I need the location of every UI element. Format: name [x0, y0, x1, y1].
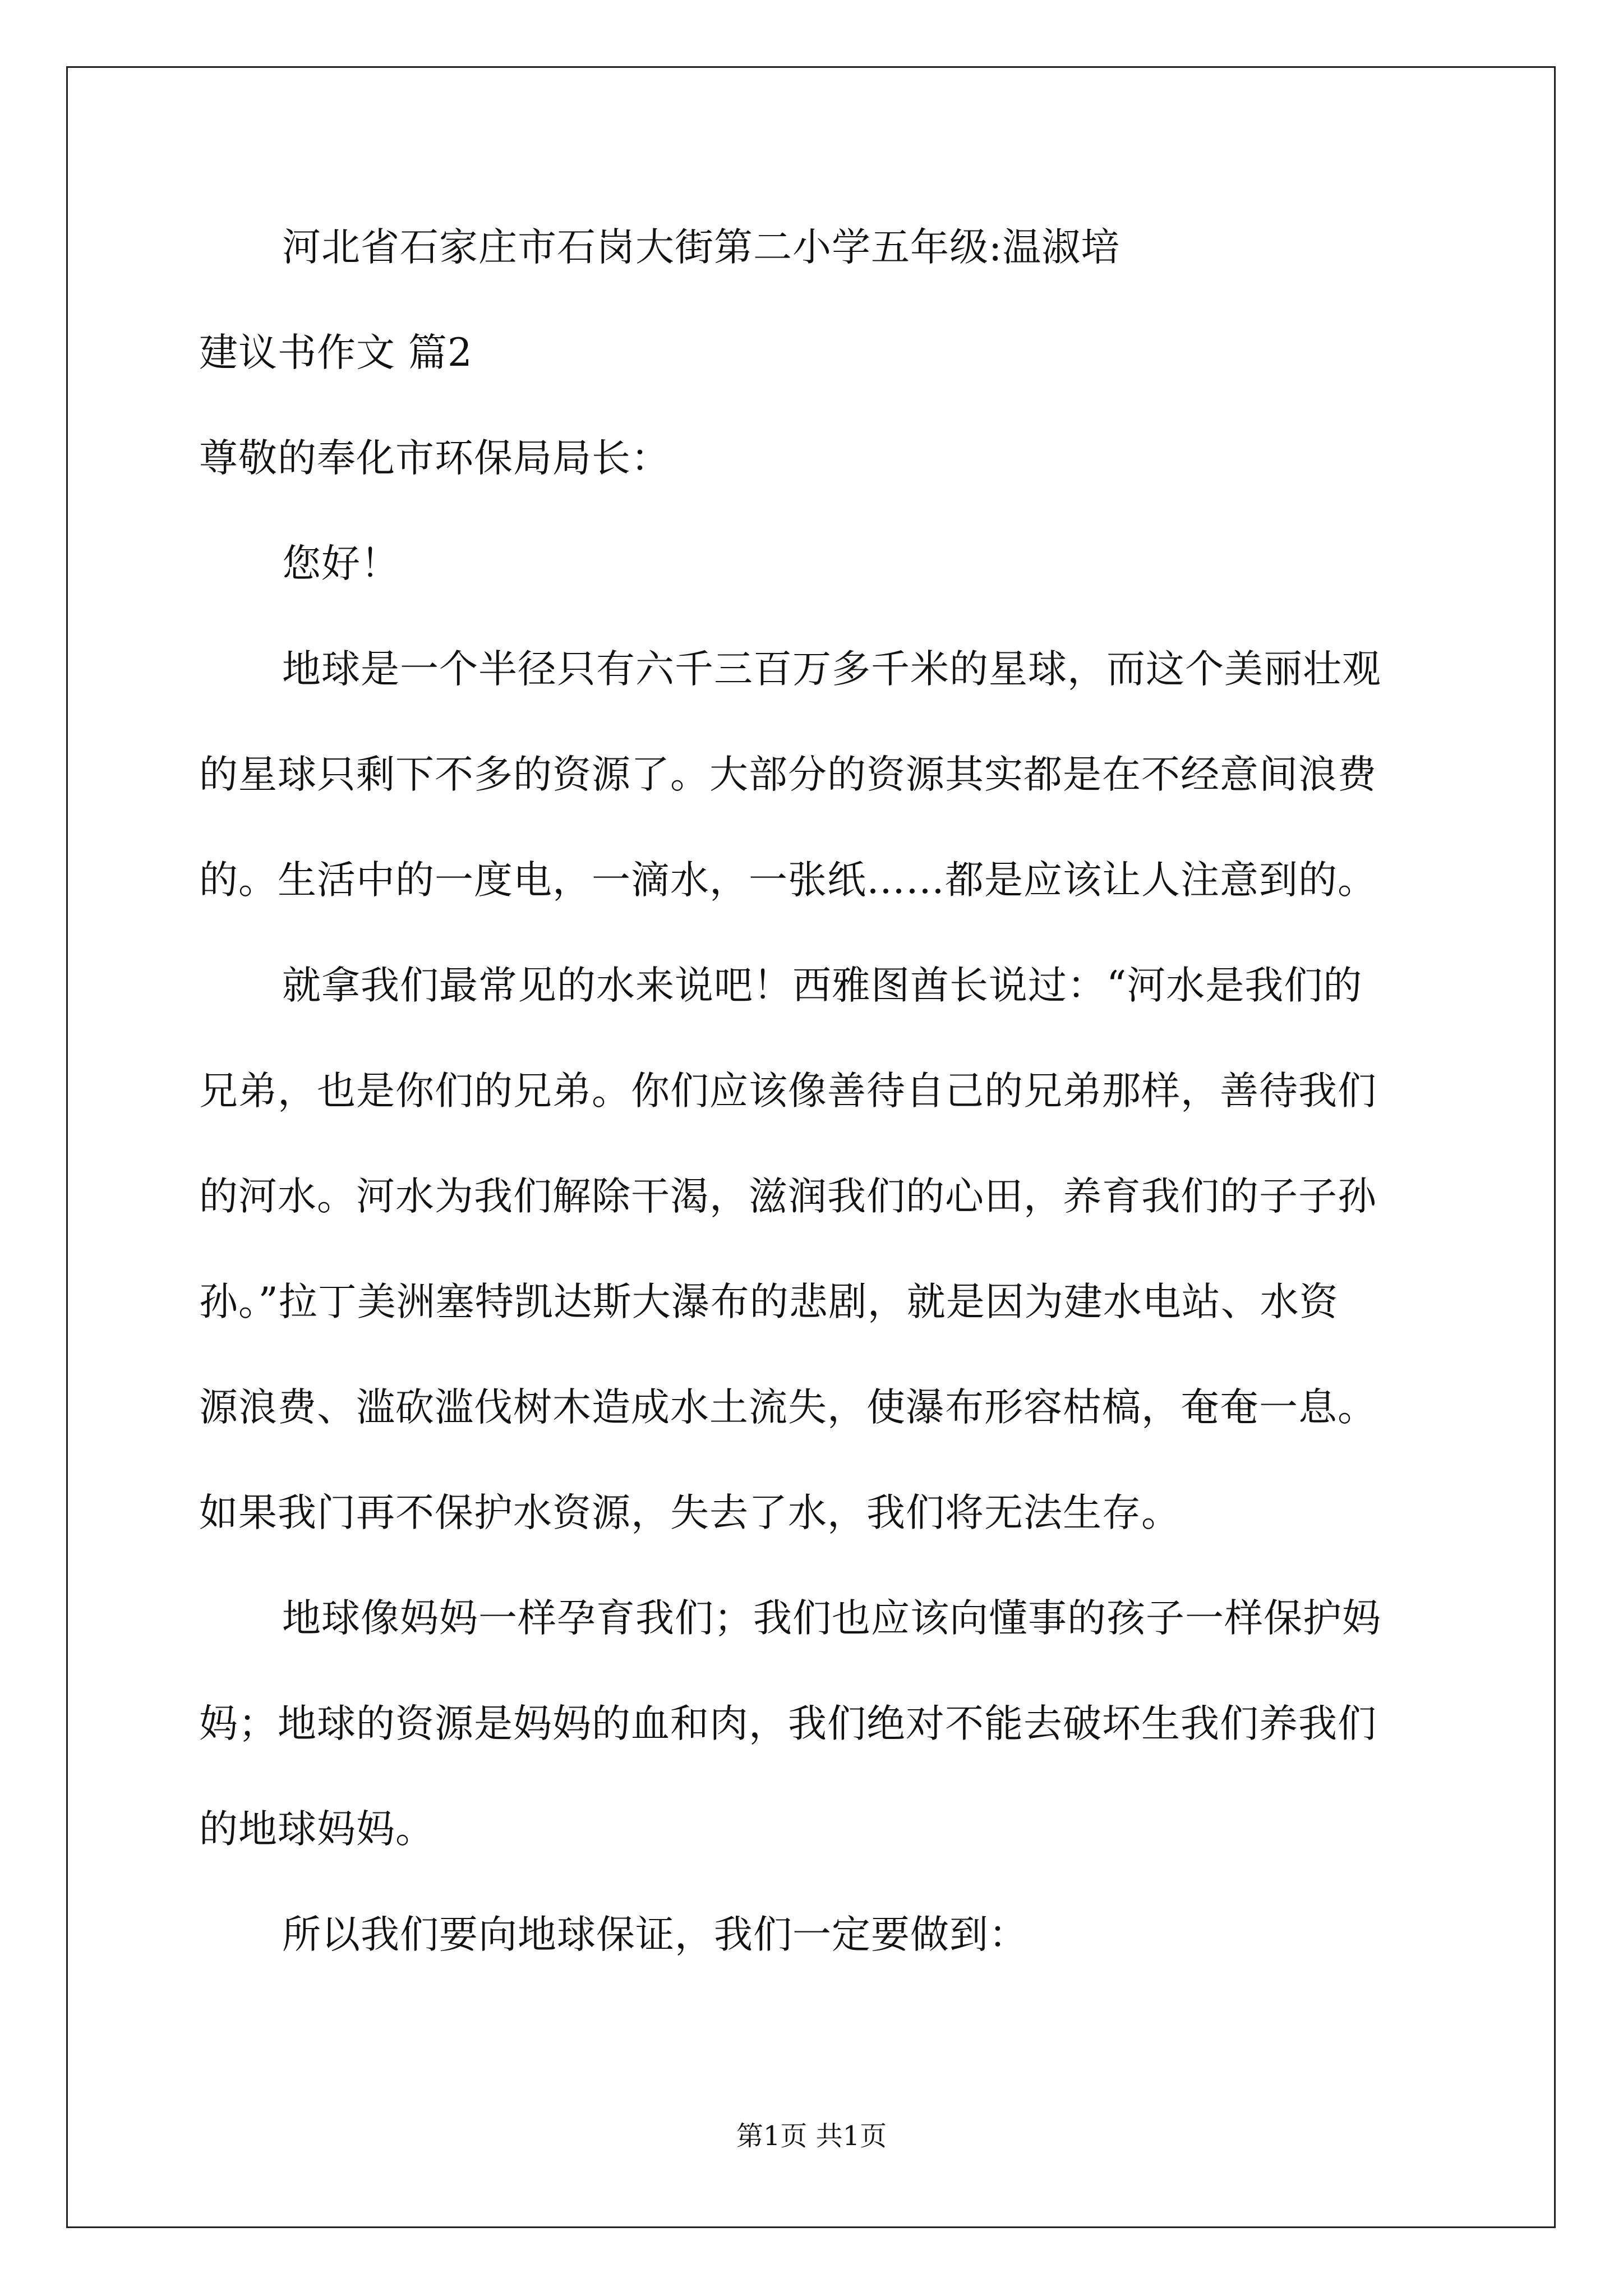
greeting: 您好！: [282, 541, 400, 586]
paragraph-line: 的河水。河水为我们解除干渴，滋润我们的心田，养育我们的子子孙: [199, 1174, 1377, 1219]
paragraph-line: 就拿我们最常见的水来说吧！西雅图酋长说过：“河水是我们的: [282, 963, 1363, 1008]
author-line: 河北省石家庄市石岗大街第二小学五年级:温淑培: [282, 225, 1121, 270]
section-title: 建议书作文 篇2: [199, 330, 473, 375]
paragraph-line: 源浪费、滥砍滥伐树木造成水土流失，使瀑布形容枯槁，奄奄一息。: [199, 1385, 1377, 1430]
paragraph-line: 的星球只剩下不多的资源了。大部分的资源其实都是在不经意间浪费: [199, 752, 1377, 797]
paragraph-line: 如果我门再不保护水资源，失去了水，我们将无法生存。: [199, 1490, 1181, 1535]
page-number: 第1页 共1页: [736, 2120, 887, 2152]
document-body: [199, 222, 1427, 1961]
paragraph-line: 孙。”拉丁美洲塞特凯达斯大瀑布的悲剧，就是因为建水电站、水资: [199, 1280, 1339, 1324]
paragraph-line: 地球是一个半径只有六千三百万多千米的星球，而这个美丽壮观: [282, 647, 1381, 692]
paragraph-line: 所以我们要向地球保证，我们一定要做到：: [282, 1912, 1028, 1957]
salutation: 尊敬的奉化市环保局局长：: [199, 436, 670, 481]
paragraph-line: 的地球妈妈。: [199, 1807, 435, 1852]
paragraph-line: 妈；地球的资源是妈妈的血和肉，我们绝对不能去破坏生我们养我们: [199, 1701, 1377, 1746]
paragraph-line: 的。生活中的一度电，一滴水，一张纸……都是应该让人注意到的。: [199, 858, 1377, 903]
paragraph-line: 地球像妈妈一样孕育我们；我们也应该向懂事的孩子一样保护妈: [282, 1596, 1381, 1641]
paragraph-line: 兄弟，也是你们的兄弟。你们应该像善待自己的兄弟那样，善待我们: [199, 1069, 1377, 1114]
